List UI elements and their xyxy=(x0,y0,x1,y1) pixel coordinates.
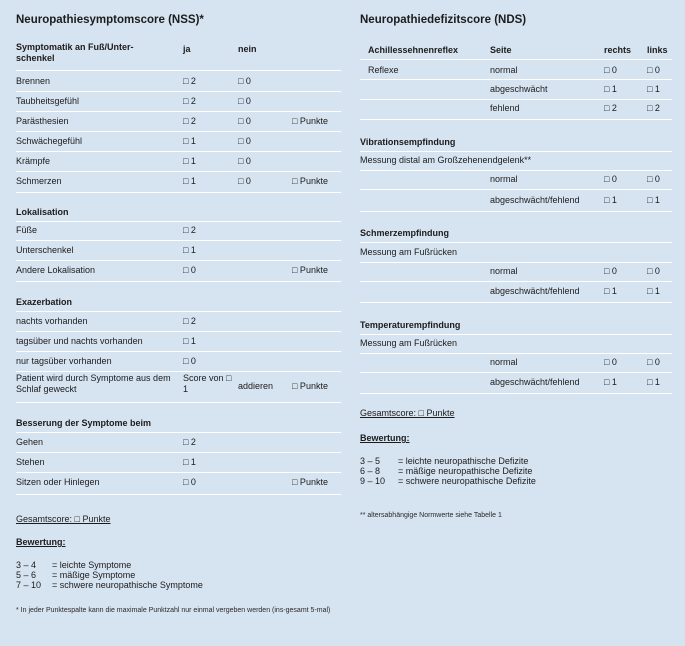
ja-checkbox[interactable]: □ 1 xyxy=(183,245,196,255)
bewertung-range: 7 – 10 xyxy=(16,580,42,590)
exazerbation-label: nachts vorhanden xyxy=(16,316,88,326)
seite-label: abgeschwächt/fehlend xyxy=(490,377,580,387)
seite-label: abgeschwächt/fehlend xyxy=(490,195,580,205)
ja-checkbox[interactable]: □ 2 xyxy=(183,76,196,86)
ja-checkbox[interactable]: □ 1 xyxy=(183,136,196,146)
punkte-field[interactable]: □ Punkte xyxy=(292,116,328,126)
ja-checkbox[interactable]: □ 1 xyxy=(183,156,196,166)
seite-label: normal xyxy=(490,65,518,75)
nss-bewertung-item xyxy=(16,570,135,580)
links-checkbox[interactable]: □ 1 xyxy=(647,377,660,387)
links-checkbox[interactable]: □ 0 xyxy=(647,174,660,184)
vibration-row xyxy=(360,172,672,186)
nss-bewertung-item xyxy=(16,580,203,590)
exazerbation-row xyxy=(16,314,341,328)
schmerz-sub: Messung am Fußrücken xyxy=(360,247,458,257)
bewertung-range: 6 – 8 xyxy=(360,466,381,476)
rechts-checkbox[interactable]: □ 0 xyxy=(604,266,617,276)
exazerbation-label: tagsüber und nachts vorhanden xyxy=(16,336,143,346)
bewertung-text: = leichte neuropathische Defizite xyxy=(398,456,529,466)
bewertung-range: 5 – 6 xyxy=(16,570,37,580)
lokalisation-label: Füße xyxy=(16,225,38,235)
nein-checkbox[interactable]: □ 0 xyxy=(238,116,251,126)
nds-bewertung-item xyxy=(360,476,536,486)
seite-label: normal xyxy=(490,357,518,367)
ja-checkbox[interactable]: □ 2 xyxy=(183,437,196,447)
nss-header-row xyxy=(16,42,341,66)
nds-header-seite: Seite xyxy=(490,45,512,55)
nss-header-nein: nein xyxy=(238,44,257,54)
seite-label: abgeschwächt/fehlend xyxy=(490,286,580,296)
ja-checkbox[interactable]: □ 1 xyxy=(183,457,196,467)
nss-header-label: Symptomatik an Fuß/Unter-schenkel xyxy=(16,42,134,63)
seite-label: normal xyxy=(490,266,518,276)
rechts-checkbox[interactable]: □ 0 xyxy=(604,65,617,75)
nss-symptom-row xyxy=(16,94,341,108)
links-checkbox[interactable]: □ 2 xyxy=(647,103,660,113)
punkte-field[interactable]: □ Punkte xyxy=(292,176,328,186)
ja-checkbox[interactable]: □ 1 xyxy=(183,176,196,186)
besserung-row xyxy=(16,475,341,489)
nds-bewertung-item xyxy=(360,466,532,476)
rechts-checkbox[interactable]: □ 0 xyxy=(604,174,617,184)
lokalisation-row xyxy=(16,263,341,277)
schlaf-row xyxy=(16,373,341,397)
nss-bewertung-heading: Bewertung: xyxy=(16,537,66,547)
bewertung-text: = schwere neuropathische Defizite xyxy=(398,476,536,486)
punkte-field[interactable]: □ Punkte xyxy=(292,381,328,391)
symptom-label: Taubheitsgefühl xyxy=(16,96,80,106)
nds-bewertung-heading: Bewertung: xyxy=(360,433,410,443)
temperatur-heading: Temperaturempfindung xyxy=(360,320,461,330)
lokalisation-row xyxy=(16,223,341,237)
temperatur-row xyxy=(360,375,672,389)
nss-symptom-row xyxy=(16,74,341,88)
nds-header-links: links xyxy=(647,45,668,55)
links-checkbox[interactable]: □ 0 xyxy=(647,266,660,276)
ja-checkbox[interactable]: □ 2 xyxy=(183,116,196,126)
nds-header-row xyxy=(360,43,672,57)
besserung-row xyxy=(16,455,341,469)
nds-gesamtscore[interactable]: Gesamtscore: □ Punkte xyxy=(360,408,455,418)
lokalisation-heading: Lokalisation xyxy=(16,207,69,217)
nds-bewertung-item xyxy=(360,456,528,466)
nds-title: Neuropathiedefizitscore (NDS) xyxy=(360,14,527,26)
vibration-heading: Vibrationsempfindung xyxy=(360,137,456,147)
nss-bewertung-item xyxy=(16,560,131,570)
bewertung-range: 9 – 10 xyxy=(360,476,386,486)
nss-header-ja: ja xyxy=(183,44,191,54)
nein-checkbox[interactable]: □ 0 xyxy=(238,176,251,186)
exazerbation-row xyxy=(16,354,341,368)
links-checkbox[interactable]: □ 1 xyxy=(647,84,660,94)
temperatur-row xyxy=(360,355,672,369)
links-checkbox[interactable]: □ 0 xyxy=(647,65,660,75)
schmerz-row xyxy=(360,284,672,298)
exazerbation-row xyxy=(16,334,341,348)
rechts-checkbox[interactable]: □ 1 xyxy=(604,377,617,387)
symptom-label: Schmerzen xyxy=(16,176,62,186)
nds-header-rechts: rechts xyxy=(604,45,632,55)
ja-checkbox[interactable]: □ 0 xyxy=(183,356,196,366)
reflexe-row xyxy=(360,82,672,96)
reflexe-row xyxy=(360,63,672,77)
besserung-row xyxy=(16,435,341,449)
lokalisation-label: Andere Lokalisation xyxy=(16,265,96,275)
bewertung-range: 3 – 5 xyxy=(360,456,381,466)
vibration-sub: Messung distal am Großzehenendgelenk** xyxy=(360,155,532,165)
schlaf-label: Patient wird durch Symptome aus dem Schlaf geweckt xyxy=(16,373,171,394)
rechts-checkbox[interactable]: □ 2 xyxy=(604,103,617,113)
symptom-label: Krämpfe xyxy=(16,156,51,166)
nss-footnote: * In jeder Punktespalte kann die maximale Punktzahl nur einmal vergeben werden (ins-gesamt 5-mal) xyxy=(16,607,331,614)
bewertung-text: = schwere neuropathische Symptome xyxy=(52,580,203,590)
besserung-label: Sitzen oder Hinlegen xyxy=(16,477,100,487)
ja-checkbox[interactable]: □ 0 xyxy=(183,477,196,487)
addieren-label: addieren xyxy=(238,381,274,391)
nein-checkbox[interactable]: □ 0 xyxy=(238,136,251,146)
bewertung-text: = mäßige neuropathische Defizite xyxy=(398,466,533,476)
besserung-label: Stehen xyxy=(16,457,45,467)
seite-label: normal xyxy=(490,174,518,184)
rechts-checkbox[interactable]: □ 1 xyxy=(604,84,617,94)
rechts-checkbox[interactable]: □ 0 xyxy=(604,357,617,367)
schmerz-row xyxy=(360,264,672,278)
reflexe-label: Reflexe xyxy=(368,65,399,75)
nein-checkbox[interactable]: □ 0 xyxy=(238,76,251,86)
ja-checkbox[interactable]: □ 1 xyxy=(183,336,196,346)
ja-checkbox[interactable]: □ 2 xyxy=(183,225,196,235)
bewertung-range: 3 – 4 xyxy=(16,560,37,570)
reflexe-row xyxy=(360,101,672,115)
nss-gesamtscore[interactable]: Gesamtscore: □ Punkte xyxy=(16,514,111,524)
symptom-label: Parästhesien xyxy=(16,116,69,126)
symptom-label: Schwächegefühl xyxy=(16,136,83,146)
nss-title: Neuropathiesymptomscore (NSS)* xyxy=(16,14,204,26)
seite-label: fehlend xyxy=(490,103,520,113)
nss-symptom-row xyxy=(16,174,341,188)
rechts-checkbox[interactable]: □ 1 xyxy=(604,195,617,205)
nss-symptom-row xyxy=(16,154,341,168)
seite-label: abgeschwächt xyxy=(490,84,548,94)
nds-header-label: Achillessehnenreflex xyxy=(368,45,459,55)
links-checkbox[interactable]: □ 0 xyxy=(647,357,660,367)
lokalisation-row xyxy=(16,243,341,257)
bewertung-text: = mäßige Symptome xyxy=(52,570,136,580)
rechts-checkbox[interactable]: □ 1 xyxy=(604,286,617,296)
punkte-field[interactable]: □ Punkte xyxy=(292,265,328,275)
nss-symptom-row xyxy=(16,134,341,148)
besserung-heading: Besserung der Symptome beim xyxy=(16,418,152,428)
ja-checkbox[interactable]: □ 0 xyxy=(183,265,196,275)
vibration-row xyxy=(360,193,672,207)
nds-footnote: ** altersabhängige Normwerte siehe Tabelle 1 xyxy=(360,512,502,519)
nein-checkbox[interactable]: □ 0 xyxy=(238,156,251,166)
symptom-label: Brennen xyxy=(16,76,51,86)
nein-checkbox[interactable]: □ 0 xyxy=(238,96,251,106)
schlaf-score[interactable]: Score von □ 1 xyxy=(183,373,232,394)
links-checkbox[interactable]: □ 1 xyxy=(647,195,660,205)
ja-checkbox[interactable]: □ 2 xyxy=(183,96,196,106)
nss-symptom-row xyxy=(16,114,341,128)
punkte-field[interactable]: □ Punkte xyxy=(292,477,328,487)
ja-checkbox[interactable]: □ 2 xyxy=(183,316,196,326)
exazerbation-heading: Exazerbation xyxy=(16,297,73,307)
bewertung-text: = leichte Symptome xyxy=(52,560,132,570)
schmerz-heading: Schmerzempfindung xyxy=(360,228,450,238)
lokalisation-label: Unterschenkel xyxy=(16,245,74,255)
exazerbation-label: nur tagsüber vorhanden xyxy=(16,356,112,366)
temperatur-sub: Messung am Fußrücken xyxy=(360,338,458,348)
besserung-label: Gehen xyxy=(16,437,44,447)
links-checkbox[interactable]: □ 1 xyxy=(647,286,660,296)
